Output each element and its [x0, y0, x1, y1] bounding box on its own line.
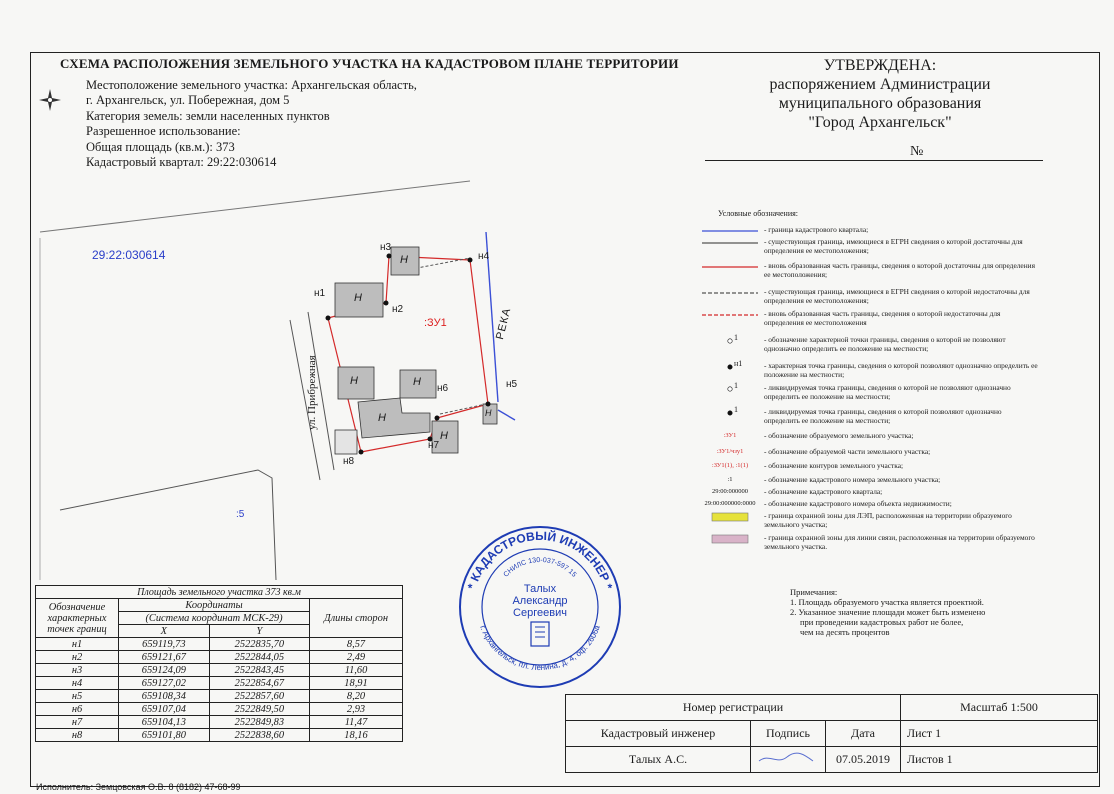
legend-symbol — [700, 462, 760, 472]
legend-symbol — [700, 262, 760, 272]
cell-p: н2 — [36, 651, 119, 664]
legend-text: - граница охранной зоны для линии связи, расположенная на территории образуемого земельного участка. — [764, 533, 1035, 551]
point-n2-marker — [384, 301, 389, 306]
legend-symbol-label: 1 — [734, 381, 738, 390]
note-2: 2. Указанное значение площади может быть изменено — [790, 607, 986, 617]
legend-text: - вновь образованная часть границы, сведения о которой достаточны для определения ее местоположения; — [764, 261, 1036, 279]
quarter-boundary-tail — [498, 410, 515, 420]
footer-executor: Исполнитель: Земцовская О.В. 8 (8182) 47-68-99 — [36, 782, 241, 792]
legend-symbol-label: 29:00:000000:0000 — [704, 500, 756, 507]
permitted-use: Разрешенное использование: — [86, 124, 241, 139]
cell-y: 2522843,45 — [209, 664, 309, 677]
tb-registration: Номер регистрации — [566, 695, 901, 721]
legend-text: - обозначение образуемого земельного участка; — [764, 431, 914, 440]
neighbor-parcel-label: :5 — [236, 509, 245, 520]
cell-x: 659124,09 — [119, 664, 210, 677]
legend-symbol — [700, 500, 760, 510]
table-row — [36, 729, 403, 742]
legend-symbol-label: :1 — [727, 476, 733, 483]
cell-x: 659121,67 — [119, 651, 210, 664]
cell-p: н7 — [36, 716, 119, 729]
location-line-1: Местоположение земельного участка: Архангельская область, — [86, 78, 417, 92]
tb-date-value: 07.05.2019 — [826, 747, 901, 773]
building-5 — [358, 398, 430, 438]
table-row — [36, 638, 403, 651]
notes-title: Примечания: — [790, 587, 838, 597]
legend-text: - вновь образованная часть границы, сведения о которой недостаточны для определения ее местоположения — [764, 309, 1001, 327]
engineer-stamp — [455, 522, 625, 692]
parcel-label: :ЗУ1 — [424, 317, 447, 329]
cell-len: 18,16 — [310, 729, 403, 742]
table-row — [36, 677, 403, 690]
cell-len: 11,60 — [310, 664, 403, 677]
legend-symbol-label: :ЗУ1/чзу1 — [716, 448, 744, 455]
cell-len: 2,93 — [310, 703, 403, 716]
tb-engineer-name: Талых А.С. — [566, 747, 751, 773]
legend-text: - ликвидируемая точка границы, сведения о которой не позволяют однозначно определить ее положение на местности; — [764, 383, 1011, 401]
header-coords: Координаты — [119, 599, 310, 612]
header-length: Длины сторон — [310, 599, 403, 638]
signature-icon — [757, 749, 817, 767]
land-category: Категория земель: земли населенных пунктов — [86, 108, 330, 123]
note-2-cont: при проведении кадастровых работ не более, — [800, 617, 964, 627]
legend-text: - граница кадастрового квартала; — [764, 225, 869, 234]
cell-y: 2522844,05 — [209, 651, 309, 664]
stamp-snils: СНИЛС 130-037-597 15 — [502, 556, 578, 579]
point-n1-label: н1 — [314, 288, 326, 299]
neighbor-parcel-boundary — [60, 470, 276, 580]
cell-len: 8,57 — [310, 638, 403, 651]
cell-x: 659104,13 — [119, 716, 210, 729]
table-row — [36, 716, 403, 729]
point-n5-label: н5 — [506, 379, 518, 390]
legend-text: - ликвидируемая точка границы, сведения о которой позволяют однозначно определить ее положение на местности; — [764, 407, 1002, 425]
legend-symbol — [700, 310, 760, 320]
header-point: Обозначение характерных точек границ — [36, 599, 119, 638]
building-label: Н — [485, 408, 492, 418]
legend-symbol — [700, 448, 760, 458]
legend-symbol — [700, 534, 760, 544]
header-system: (Система координат МСК-29) — [119, 612, 310, 625]
stamp-name-2: Александр — [512, 595, 568, 607]
cell-y: 2522849,50 — [209, 703, 309, 716]
point-n6-marker — [435, 416, 440, 421]
point-n4-marker — [468, 258, 473, 263]
legend-symbol-label: н1 — [734, 359, 743, 368]
cell-p: н3 — [36, 664, 119, 677]
approval-line-3: муниципального образования — [778, 95, 982, 112]
legend-symbol-label: 1 — [734, 405, 738, 414]
coordinate-rows — [36, 638, 403, 742]
building-label: Н — [350, 375, 358, 387]
cell-x: 659101,80 — [119, 729, 210, 742]
street-label: ул. Прибрежная — [306, 355, 318, 430]
cell-x: 659108,34 — [119, 690, 210, 703]
legend-symbol — [700, 381, 760, 394]
legend-text: - обозначение кадастрового номера объекта недвижимости; — [764, 499, 952, 508]
approval-line-4: "Город Архангельск" — [808, 114, 952, 131]
cell-p: н8 — [36, 729, 119, 742]
legend-symbol — [700, 288, 760, 298]
note-1: 1. Площадь образуемого участка является проектной. — [790, 597, 984, 607]
cell-y: 2522849,83 — [209, 716, 309, 729]
legend-title: Условные обозначения: — [718, 209, 799, 218]
location-line-2: г. Архангельск, ул. Побережная, дом 5 — [86, 93, 290, 108]
header-x: X — [119, 625, 210, 638]
legend-symbol — [700, 359, 760, 372]
cell-len: 18,91 — [310, 677, 403, 690]
cell-x: 659107,04 — [119, 703, 210, 716]
stamp-ring-text: * КАДАСТРОВЫЙ ИНЖЕНЕР * — [464, 528, 616, 591]
tb-sign-header: Подпись — [751, 721, 826, 747]
note-2-end: чем на десять процентов — [800, 627, 890, 637]
approval-heading: УТВЕРЖДЕНА: — [823, 57, 937, 74]
tb-date-header: Дата — [826, 721, 901, 747]
building-label: Н — [400, 254, 408, 266]
quarter-label: 29:22:030614 — [92, 248, 166, 262]
legend-symbol-label: 29:00:000000 — [711, 488, 749, 495]
notes — [790, 587, 985, 637]
cell-y: 2522857,60 — [209, 690, 309, 703]
table-row — [36, 664, 403, 677]
legend-symbol — [700, 512, 760, 522]
legend-text: - существующая граница, имеющиеся в ЕГРН сведения о которой недостаточны для определения ее местоположения; — [764, 287, 1030, 305]
cell-y: 2522835,70 — [209, 638, 309, 651]
cell-len: 11,47 — [310, 716, 403, 729]
legend-text: - характерная точка границы, сведения о которой позволяют однозначно определить ее положение на местности; — [764, 361, 1038, 379]
table-caption: Площадь земельного участка 373 кв.м — [36, 586, 403, 599]
point-n7-label: н7 — [428, 440, 440, 451]
point-n8-label: н8 — [343, 456, 355, 467]
point-n8-marker — [359, 450, 364, 455]
title-block — [565, 694, 1098, 773]
cadastral-quarter: Кадастровый квартал: 29:22:030614 — [86, 155, 277, 170]
stamp-name-1: Талых — [523, 583, 557, 595]
legend-symbol — [700, 405, 760, 418]
legend-symbol — [700, 238, 760, 248]
cell-x: 659119,73 — [119, 638, 210, 651]
approval-line-2: распоряжением Администрации — [769, 76, 991, 93]
legend-text: - обозначение контуров земельного участка; — [764, 461, 904, 470]
legend-symbol — [700, 226, 760, 236]
legend-text: - обозначение кадастрового квартала; — [764, 487, 883, 496]
point-n4-label: н4 — [478, 251, 490, 262]
cell-len: 8,20 — [310, 690, 403, 703]
stamp-address: г. Архангельск, пл. Ленина, д. 4, оф. 2606а — [478, 624, 602, 673]
legend-symbol — [700, 333, 760, 346]
point-n6-label: н6 — [437, 383, 449, 394]
cell-p: н1 — [36, 638, 119, 651]
legend-symbol-label: :ЗУ1(1), :1(1) — [711, 462, 749, 469]
legend-symbol — [700, 432, 760, 442]
tb-sheet: Лист 1 — [901, 721, 1098, 747]
tb-engineer: Кадастровый инженер — [566, 721, 751, 747]
river-label: РЕКА — [494, 306, 514, 341]
cell-p: н5 — [36, 690, 119, 703]
point-n3-label: н3 — [380, 242, 392, 253]
point-n3-marker — [387, 254, 392, 259]
tb-scale: Масштаб 1:500 — [901, 695, 1098, 721]
point-n1-marker — [326, 316, 331, 321]
cell-y: 2522838,60 — [209, 729, 309, 742]
cell-p: н6 — [36, 703, 119, 716]
existing-boundary-east — [440, 404, 486, 414]
legend-text: - обозначение кадастрового номера земельного участка; — [764, 475, 941, 484]
legend-text: - граница охранной зоны для ЛЭП, расположенная на территории образуемого земельного участка; — [764, 511, 1012, 529]
table-row — [36, 690, 403, 703]
legend-text: - существующая граница, имеющиеся в ЕГРН сведения о которой достаточны для определения ее местоположения; — [764, 237, 1023, 255]
legend-symbol-label: 1 — [734, 333, 738, 342]
cell-len: 2,49 — [310, 651, 403, 664]
tb-sheets: Листов 1 — [901, 747, 1098, 773]
building-label: Н — [354, 292, 362, 304]
point-n2-label: н2 — [392, 304, 404, 315]
table-row — [36, 651, 403, 664]
cell-p: н4 — [36, 677, 119, 690]
building-label: Н — [413, 376, 421, 388]
stamp-emblem-icon — [531, 622, 549, 646]
tb-signature — [751, 747, 826, 773]
stamp-name-3: Сергеевич — [513, 607, 567, 619]
legend-symbol-label: :ЗУ1 — [723, 432, 737, 439]
map-boundary-line — [40, 181, 470, 232]
header-y: Y — [209, 625, 309, 638]
number-sign: № — [910, 144, 924, 159]
table-row — [36, 703, 403, 716]
total-area: Общая площадь (кв.м.): 373 — [86, 139, 235, 154]
point-n5-marker — [486, 402, 491, 407]
building-label: Н — [378, 412, 386, 424]
document-title: СХЕМА РАСПОЛОЖЕНИЯ ЗЕМЕЛЬНОГО УЧАСТКА НА КАДАСТРОВОМ ПЛАНЕ ТЕРРИТОРИИ — [60, 56, 679, 71]
cell-x: 659127,02 — [119, 677, 210, 690]
building-8 — [335, 430, 357, 454]
legend-symbol — [700, 476, 760, 486]
building-label: Н — [440, 430, 448, 442]
legend-text: - обозначение характерной точки границы, сведения о которой не позволяют однозначно определить ее положение на местности; — [764, 335, 1006, 353]
legend-text: - обозначение образуемой части земельного участка; — [764, 447, 931, 456]
legend-symbol — [700, 488, 760, 498]
coordinates-table — [35, 585, 403, 742]
cell-y: 2522854,67 — [209, 677, 309, 690]
